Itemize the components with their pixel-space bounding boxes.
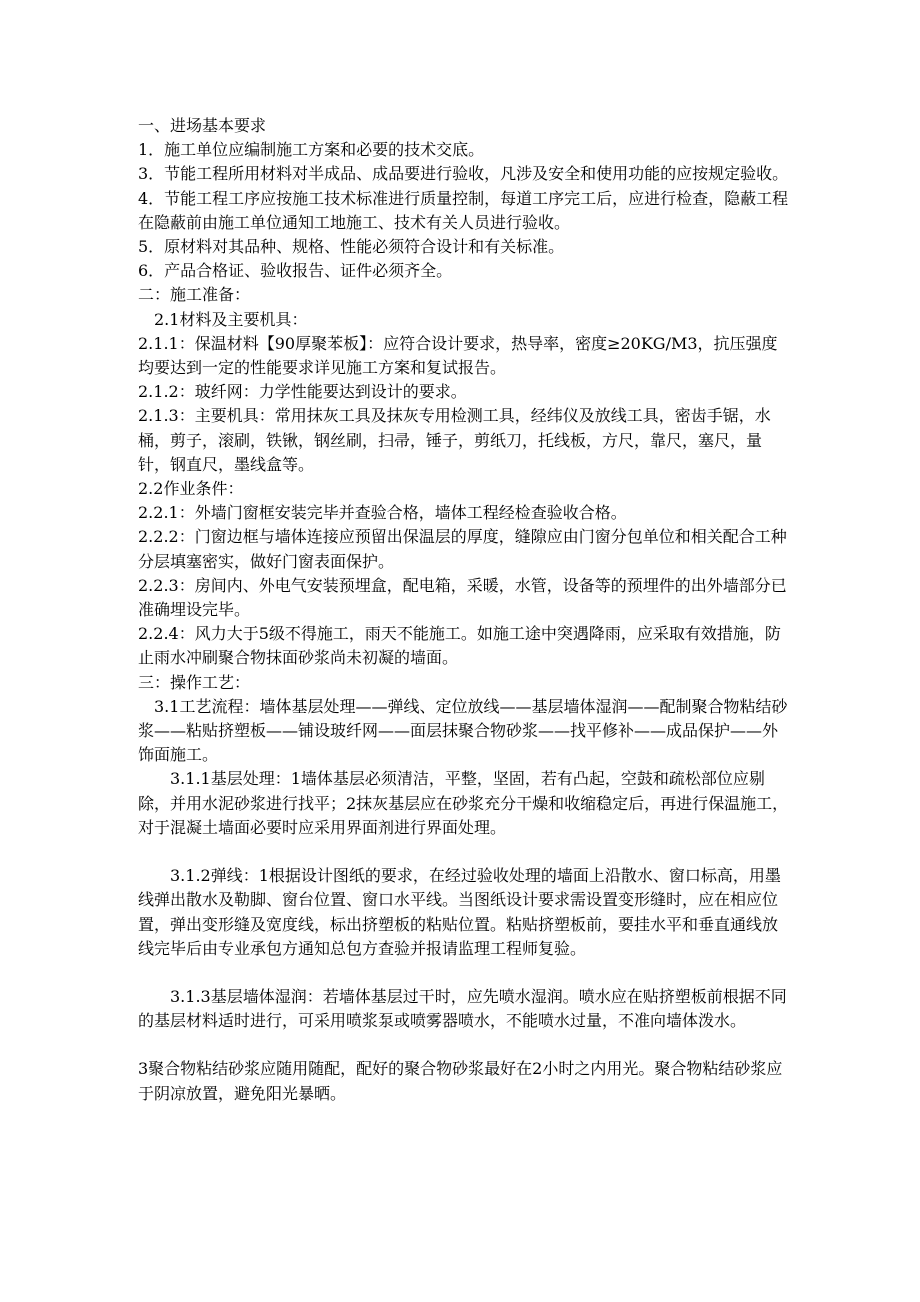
clause-3-1-3: 3.1.3基层墙体湿润：若墙体基层过干时，应先喷水湿润。喷水应在贴挤塑板前根据不同的基层材料适时进行，可采用喷浆泵或喷雾器喷水，不能喷水过量，不准向墙体泼水。 [138, 986, 787, 1031]
subsection-2-1: 2.1材料及主要机具： [154, 309, 308, 329]
clause-2-1-1: 2.1.1：保温材料【90厚聚苯板】：应符合设计要求，热导率，密度≥20KG/M3，抗压强度均要达到一定的性能要求详见施工方案和复试报告。 [138, 333, 778, 378]
clause-2-2-1: 2.2.1：外墙门窗框安装完毕并查验合格，墙体工程经检查验收合格。 [138, 503, 627, 523]
clause-2-2-4: 2.2.4：风力大于5级不得施工，雨天不能施工。如施工途中突遇降雨，应采取有效措施，防止雨水冲刷聚合物抹面砂浆尚未初凝的墙面。 [138, 624, 781, 668]
clause-2-2-3: 2.2.3：房间内、外电气安装预埋盒，配电箱，采暖，水管，设备等的预埋件的出外墙部分已准确埋设完毕。 [138, 575, 787, 620]
clause-2-2-2: 2.2.2：门窗边框与墙体连接应预留出保温层的厚度，缝隙应由门窗分包单位和相关配合工种分层填塞密实，做好门窗表面保护。 [138, 527, 787, 571]
clause-2-1-3: 2.1.3：主要机具：常用抹灰工具及抹灰专用检测工具，经纬仪及放线工具，密齿手锯，水桶，剪子，滚刷，铁锹，钢丝刷，扫帚，锤子，剪纸刀，托线板，方尺，靠尺，塞尺，量针，钢直尺，墨线盒等。 [138, 406, 771, 474]
clause-3-1-2: 3.1.2弹线：1根据设计图纸的要求，在经过验收处理的墙面上沿散水、窗口标高，用墨线弹出散水及勒脚、窗台位置、窗口水平线。当图纸设计要求需设置变形缝时，应在相应位置，弹出变形缝及宽度线，标出挤塑板的粘贴位置。粘贴挤塑板前，要挂水平和垂直通线放线完毕后由专业承包方通知总包方查验并报请监理工程师复验。 [138, 866, 781, 958]
clause-2-1-2: 2.1.2：玻纤网：力学性能要达到设计的要求。 [138, 382, 467, 402]
section-heading-1: 一、进场基本要求 [138, 116, 267, 135]
requirement-item-5: 5．原材料对其品种、规格、性能必须符合设计和有关标准。 [138, 237, 565, 257]
clause-3-1-1: 3.1.1基层处理：1墙体基层必须清洁，平整，坚固，若有凸起，空鼓和疏松部位应剔除，并用水泥砂浆进行找平；2抹灰基层应在砂浆充分干燥和收缩稳定后，再进行保温施工，对于混凝土墙面必要时应采用界面剂进行界面处理。 [138, 769, 789, 837]
requirement-item-1: 1．施工单位应编制施工方案和必要的技术交底。 [138, 140, 485, 160]
subsection-3-1: 3.1工艺流程：墙体基层处理——弹线、定位放线——基层墙体湿润——配制聚合物粘结砂浆——粘贴挤塑板——铺设玻纤网——面层抹聚合物砂浆——找平修补——成品保护——外饰面施工。 [138, 696, 788, 765]
section-heading-2: 二：施工准备： [138, 285, 251, 305]
blank-line [138, 961, 790, 985]
requirement-item-3: 3．节能工程所用材料对半成品、成品要进行验收，凡涉及安全和使用功能的应按规定验收。 [138, 164, 789, 184]
section-heading-3: 三：操作工艺： [138, 672, 251, 692]
blank-line [138, 840, 790, 864]
requirement-item-6: 6．产品合格证、验收报告、证件必须齐全。 [138, 261, 453, 281]
document-body [138, 114, 790, 1106]
subsection-2-2: 2.2作业条件： [138, 479, 244, 499]
note-mortar: 3聚合物粘结砂浆应随用随配，配好的聚合物砂浆最好在2小时之内用光。聚合物粘结砂浆应于阴凉放置，避免阳光暴晒。 [138, 1059, 783, 1103]
requirement-item-4: 4．节能工程工序应按施工技术标准进行质量控制，每道工序完工后，应进行检查，隐蔽工程在隐蔽前由施工单位通知工地施工、技术有关人员进行验收。 [138, 188, 789, 232]
blank-line [138, 1033, 790, 1057]
